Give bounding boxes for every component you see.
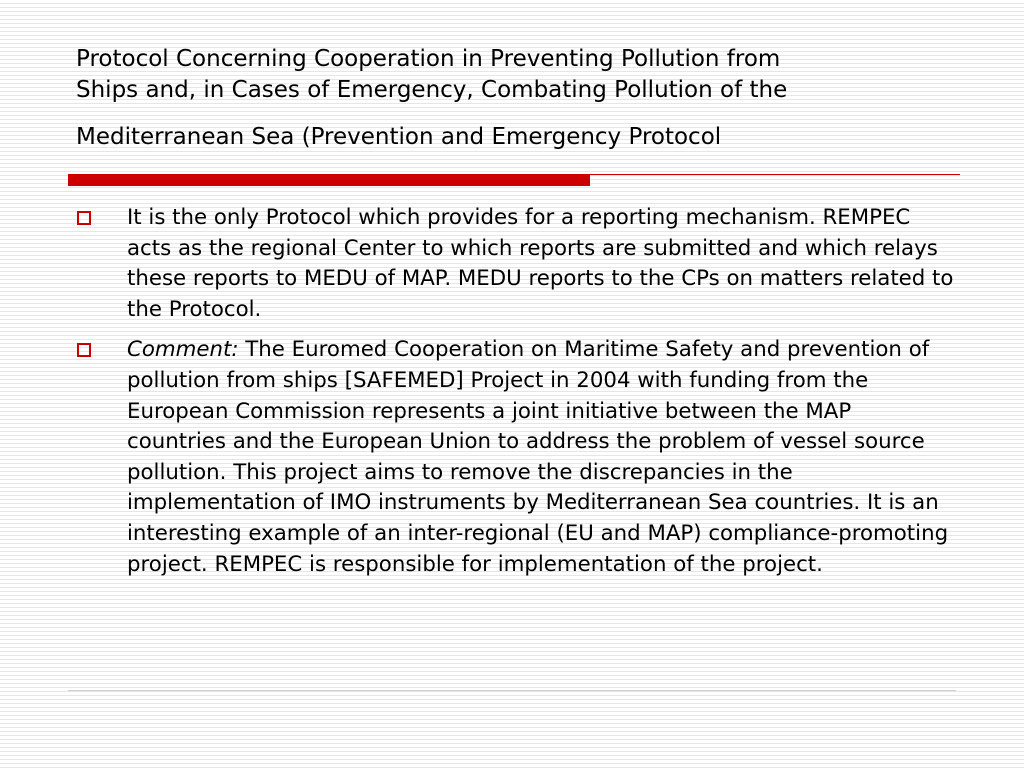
title-line: Mediterranean Sea (Prevention and Emergency Protocol [76, 124, 722, 151]
comment-label: Comment: [127, 337, 239, 363]
title-line: Protocol Concerning Cooperation in Preventing Pollution from [76, 46, 781, 72]
bullet-list [76, 203, 956, 590]
bullet-item [76, 335, 956, 580]
square-bullet-icon [77, 343, 91, 357]
bullet-text: The Euromed Cooperation on Maritime Safety and prevention of pollution from ships [SAFEMED] Project in 2004 with funding from the European Commission represents a joint initiative between the MAP countries and the European Union to address the problem of vessel source pollution. This project aims to remove the discrepancies in the implementation of IMO instruments by Mediterranean Sea countries. It is an interesting example of an inter-regional (EU and MAP) compliance-promoting project. REMPEC is responsible for implementation of the project. [127, 337, 949, 577]
title-line: Ships and, in Cases of Emergency, Combating Pollution of the [76, 77, 788, 104]
bullet-text: It is the only Protocol which provides for a reporting mechanism. REMPEC acts as the regional Center to which reports are submitted and which relays these reports to MEDU of MAP. MEDU reports to the CPs on matters related to the Protocol. [127, 205, 954, 322]
square-bullet-icon [77, 211, 91, 225]
footer-divider [68, 690, 956, 691]
slide-title [76, 44, 956, 153]
bullet-item [76, 203, 956, 325]
title-divider-thick [68, 175, 590, 186]
